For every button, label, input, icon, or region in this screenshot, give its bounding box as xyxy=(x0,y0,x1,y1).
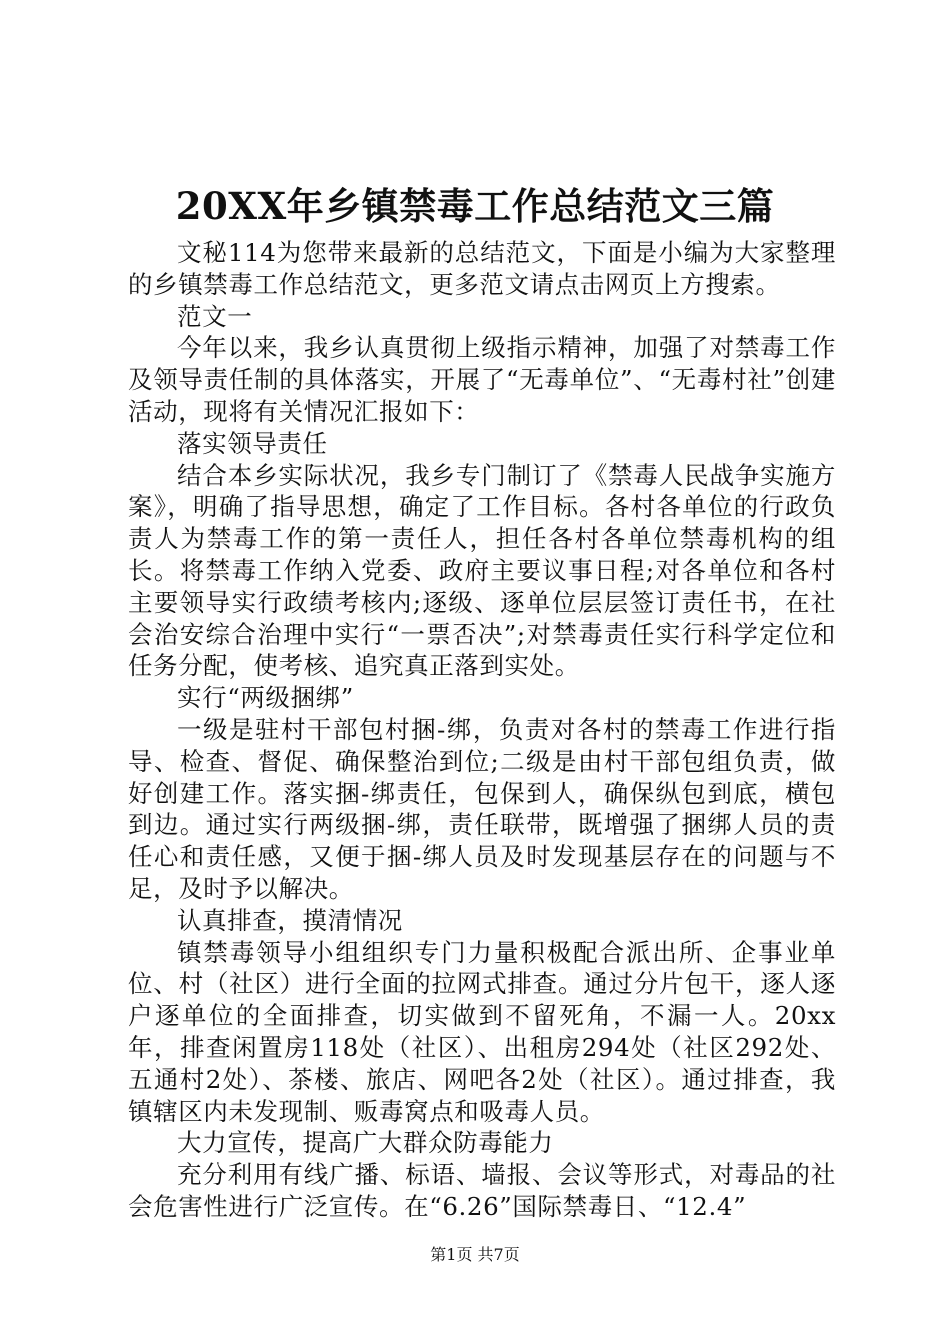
document-body xyxy=(128,237,836,1223)
paragraph-intro: 文秘114为您带来最新的总结范文，下面是小编为大家整理的乡镇禁毒工作总结范文，更多范文请点击网页上方搜索。 xyxy=(128,238,836,299)
paragraph: 充分利用有线广播、标语、墙报、会议等形式，对毒品的社会危害性进行广泛宣传。在“6.26”国际禁毒日、“12.4” xyxy=(128,1160,836,1221)
document-title: 20XX年乡镇禁毒工作总结范文三篇 xyxy=(175,184,775,228)
paragraph-section-label: 范文一 xyxy=(177,301,253,331)
paragraph: 镇禁毒领导小组组织专门力量积极配合派出所、企事业单位、村（社区）进行全面的拉网式排查。通过分片包干，逐人逐户逐单位的全面排查，切实做到不留死角，不漏一人。20xx年，排查闲置房118处（社区）、出租房294处（社区292处、五通村2处）、茶楼、旅店、网吧各2处（社区）。通过排查，我镇辖区内未发现制、贩毒窝点和吸毒人员。 xyxy=(128,937,836,1126)
paragraph: 结合本乡实际状况，我乡专门制订了《禁毒人民战争实施方案》，明确了指导思想，确定了工作目标。各村各单位的行政负责人为禁毒工作的第一责任人，担任各村各单位禁毒机构的组长。将禁毒工作纳入党委、政府主要议事日程;对各单位和各村主要领导实行政绩考核内;逐级、逐单位层层签订责任书，在社会治安综合治理中实行“一票否决”;对禁毒责任实行科学定位和任务分配，使考核、追究真正落到实处。 xyxy=(128,460,836,681)
page-footer: 第1页 共7页 xyxy=(430,1245,520,1264)
paragraph: 一级是驻村干部包村捆-绑，负责对各村的禁毒工作进行指导、检查、督促、确保整治到位;二级是由村干部包组负责，做好创建工作。落实捆-绑责任，包保到人，确保纵包到底，横包到边。通过实行两级捆-绑，责任联带，既增强了捆绑人员的责任心和责任感，又便于捆-绑人员及时发现基层存在的问题与不足，及时予以解决。 xyxy=(128,714,836,903)
paragraph-heading: 认真排查，摸清情况 xyxy=(177,905,403,935)
paragraph-heading: 实行“两级捆绑” xyxy=(177,683,354,713)
paragraph-heading: 大力宣传，提高广大群众防毒能力 xyxy=(177,1128,554,1158)
paragraph-heading: 落实领导责任 xyxy=(177,428,328,458)
paragraph: 今年以来，我乡认真贯彻上级指示精神，加强了对禁毒工作及领导责任制的具体落实，开展了“无毒单位”、“无毒村社”创建活动，现将有关情况汇报如下： xyxy=(128,333,836,426)
